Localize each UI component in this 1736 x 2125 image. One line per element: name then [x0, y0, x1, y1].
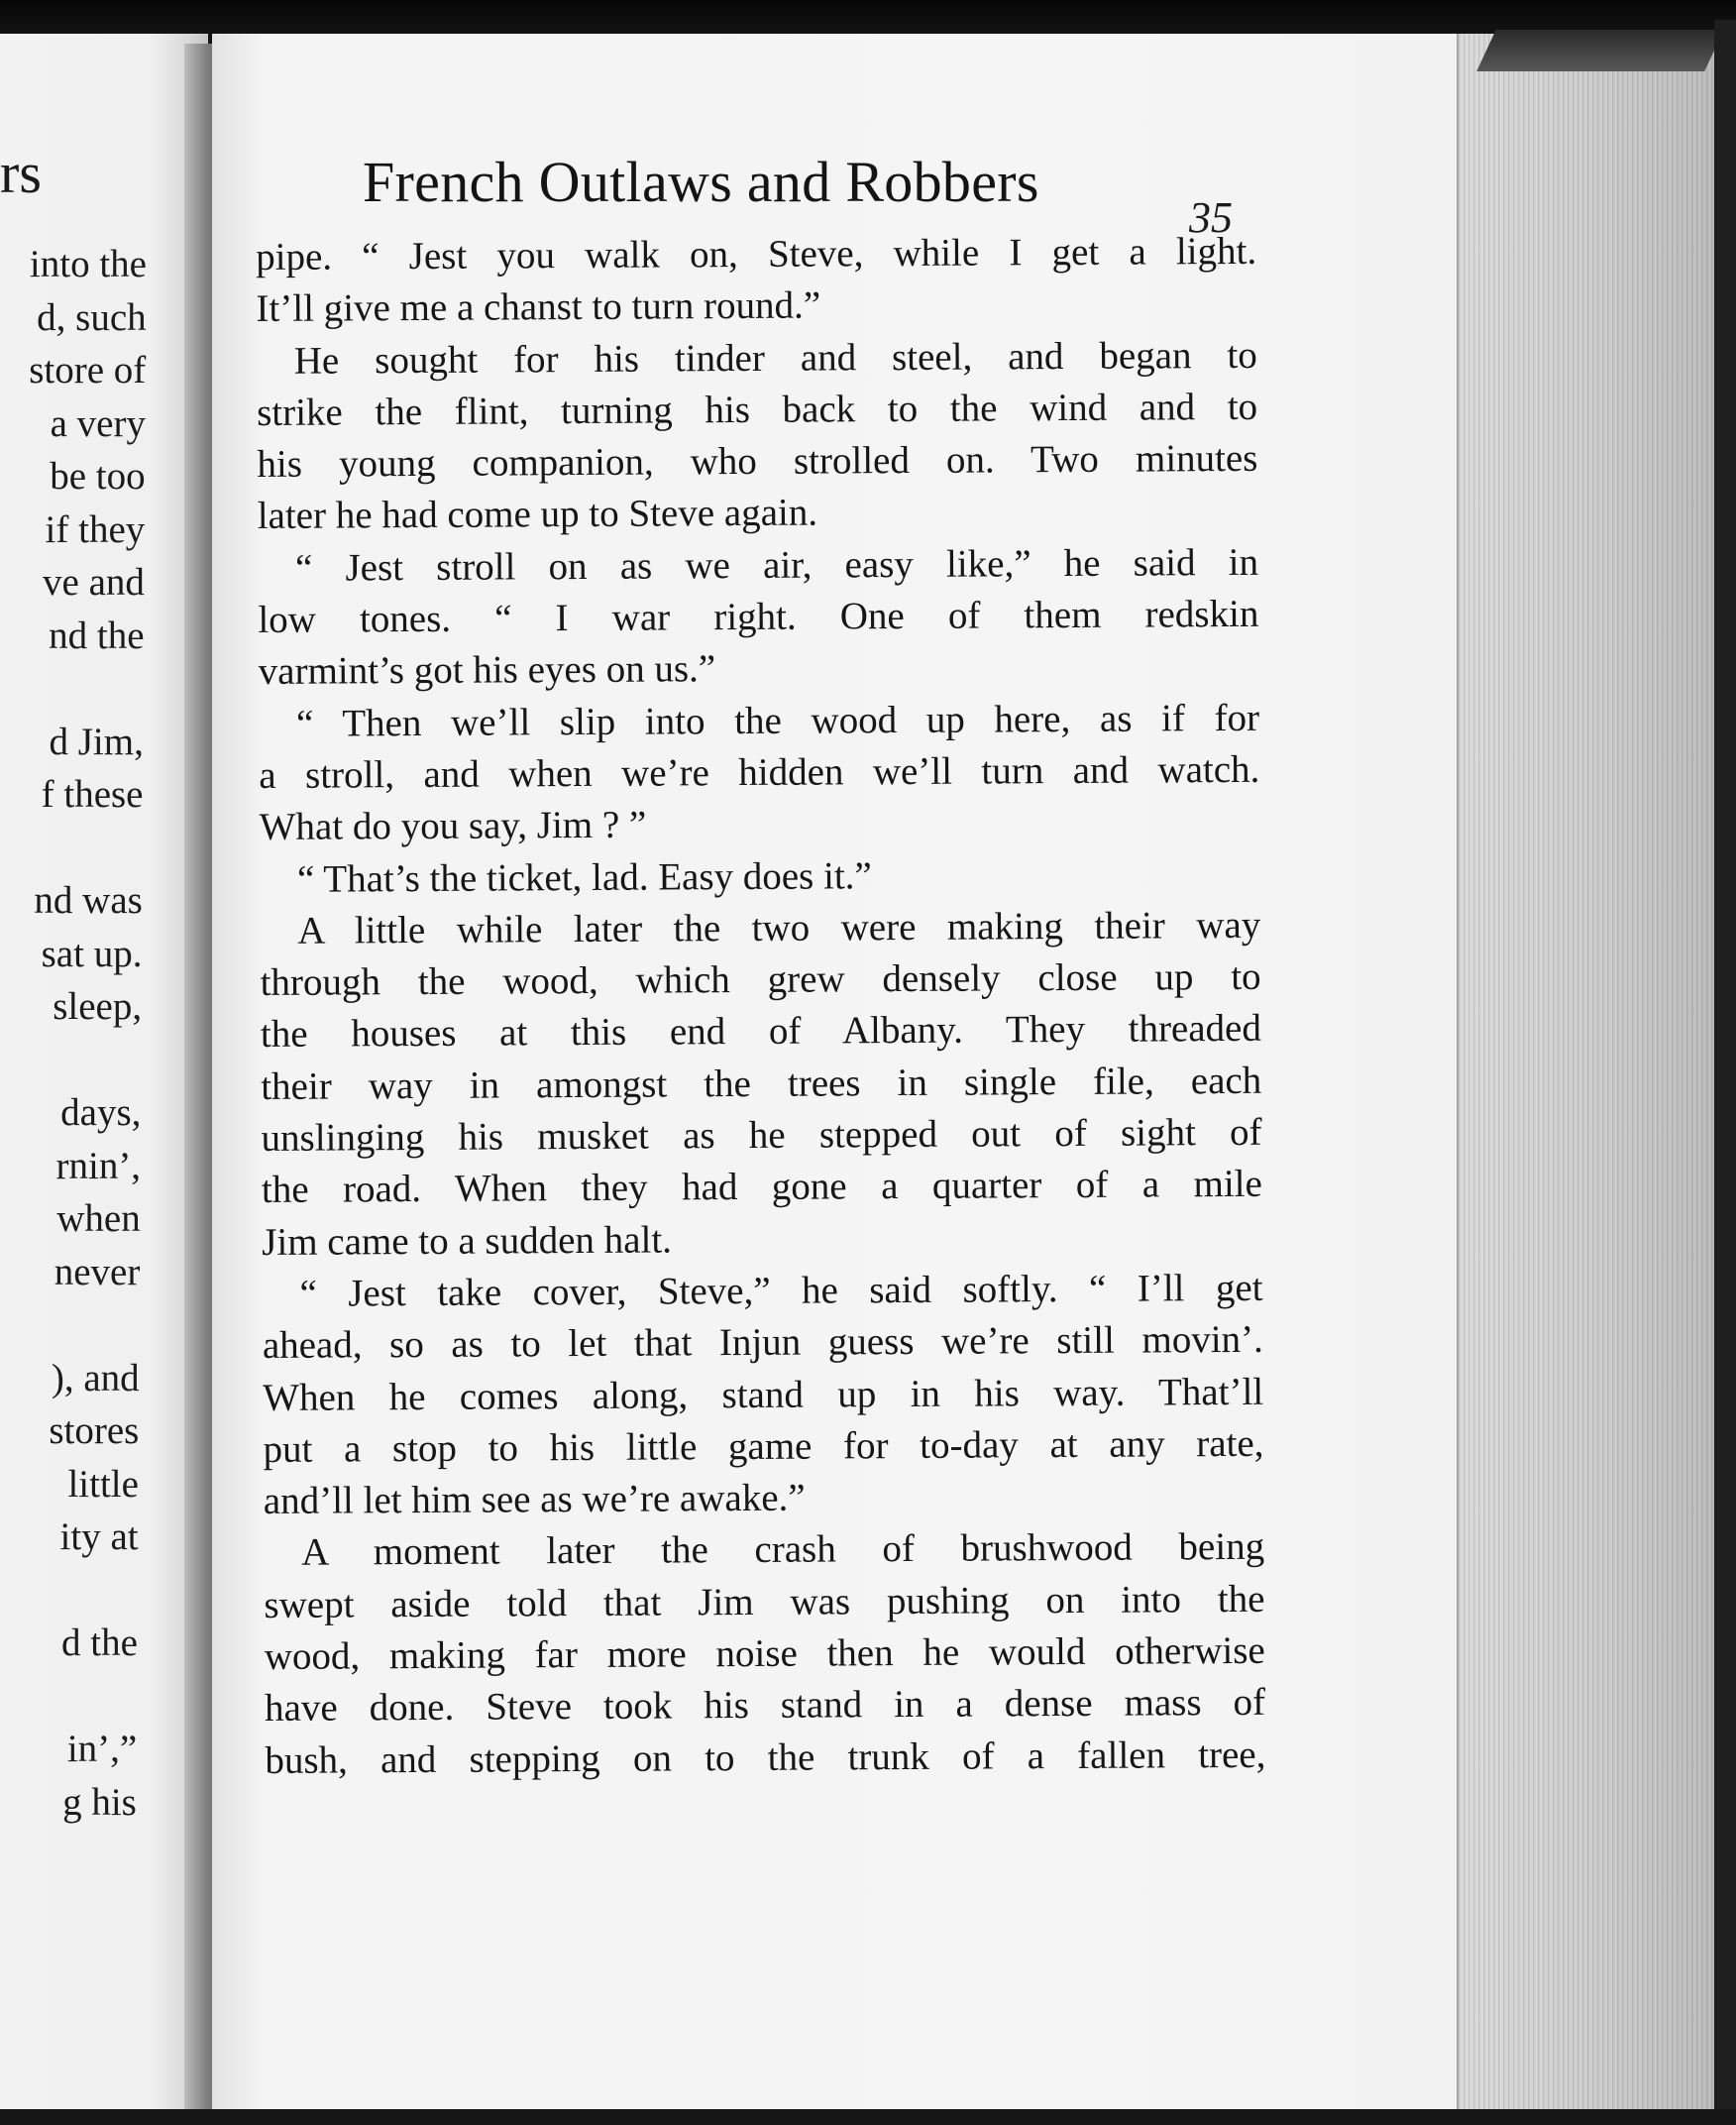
left-page	[0, 34, 208, 2110]
text-line: ahead, so as to let that Injun guess we’re still movin’.	[262, 1318, 1263, 1368]
body-text	[256, 226, 1266, 1787]
left-page-line: ity at	[59, 1515, 139, 1558]
text-line: varmint’s got his eyes on us.”	[258, 647, 716, 694]
text-line: low tones. “ I war right. One of them redskin	[258, 592, 1259, 642]
left-page-line: be too	[50, 455, 146, 498]
page-number: 35	[1189, 193, 1233, 242]
text-line: their way in amongst the trees in single file, each	[261, 1059, 1262, 1108]
background-right	[1714, 20, 1736, 2125]
left-page-line: in’,”	[66, 1728, 138, 1770]
left-page-line: ve and	[43, 561, 145, 604]
text-line: When he comes along, stand up in his way. That’ll	[263, 1370, 1264, 1419]
text-line: and’ll let him see as we’re awake.”	[263, 1476, 806, 1523]
left-page-line: nd was	[34, 879, 143, 922]
left-page-line: a very	[50, 401, 146, 445]
left-page-line: sat up.	[41, 932, 143, 975]
left-page-line: rnin’,	[55, 1144, 142, 1187]
text-line: later he had come up to Steve again.	[257, 492, 818, 538]
left-page-header-fragment: rs	[0, 141, 42, 205]
left-page-line: g his	[62, 1780, 137, 1824]
left-page-line: nd the	[49, 614, 145, 657]
text-line: It’ll give me a chanst to turn round.”	[256, 283, 821, 331]
left-page-line: when	[56, 1197, 141, 1240]
left-page-line: if they	[45, 507, 146, 551]
text-line: his young companion, who strolled on. Two minutes	[257, 437, 1258, 487]
left-page-line: little	[67, 1462, 139, 1506]
text-line: strike the flint, turning his back to the wind and to	[256, 385, 1258, 434]
left-page-line: store of	[29, 349, 147, 391]
left-page-line: f these	[41, 773, 144, 816]
text-line: bush, and stepping on to the trunk of a fallen tree,	[265, 1733, 1266, 1782]
left-page-line: days,	[60, 1091, 142, 1134]
page-header	[363, 149, 1039, 215]
page-edges	[1457, 34, 1718, 2111]
text-line: put a stop to his little game for to-day at any rate,	[263, 1421, 1264, 1471]
text-line: What do you say, Jim ? ”	[259, 803, 647, 849]
left-page-line: into the	[29, 243, 147, 285]
page-edges-top	[1476, 30, 1724, 71]
left-page-line: d, such	[37, 295, 147, 339]
text-line: the road. When they had gone a quarter of a mile	[261, 1163, 1263, 1212]
left-page-line: ), and	[51, 1356, 140, 1399]
left-page-line: sleep,	[53, 985, 143, 1028]
text-line: A little while later the two were making their way	[297, 903, 1261, 952]
text-line: “ That’s the ticket, lad. Easy does it.”	[296, 853, 872, 901]
text-line: wood, making far more noise then he would otherwise	[264, 1628, 1265, 1678]
text-line: “ Then we’ll slip into the wood up here, as if for	[295, 696, 1260, 745]
left-page-line: d the	[61, 1622, 138, 1664]
text-line: “ Jest take cover, Steve,” he said softly. “ I’ll get	[299, 1266, 1263, 1315]
text-line: A moment later the crash of brushwood being	[301, 1525, 1265, 1575]
text-line: “ Jest stroll on as we air, easy like,” he said in	[294, 540, 1259, 590]
text-line: the houses at this end of Albany. They threaded	[260, 1007, 1262, 1057]
left-page-line: d Jim,	[49, 720, 144, 763]
left-page-line: stores	[49, 1409, 140, 1452]
left-page-line: never	[54, 1250, 141, 1293]
text-line: a stroll, and when we’re hidden we’ll turn and watch.	[259, 747, 1260, 797]
text-line: Jim came to a sudden halt.	[262, 1218, 673, 1264]
background-bottom	[0, 2109, 1736, 2125]
text-line: He sought for his tinder and steel, and began to	[293, 333, 1257, 383]
text-line: have done. Steve took his stand in a dense mass of	[264, 1681, 1266, 1731]
text-line: unslinging his musket as he stepped out of sight of	[261, 1110, 1262, 1161]
text-line: swept aside told that Jim was pushing on into the	[264, 1577, 1265, 1626]
text-line: through the wood, which grew densely close up to	[260, 954, 1261, 1005]
text-line: pipe. “ Jest you walk on, Steve, while I get a light.	[256, 229, 1257, 279]
running-title: French Outlaws and Robbers	[363, 150, 1039, 214]
